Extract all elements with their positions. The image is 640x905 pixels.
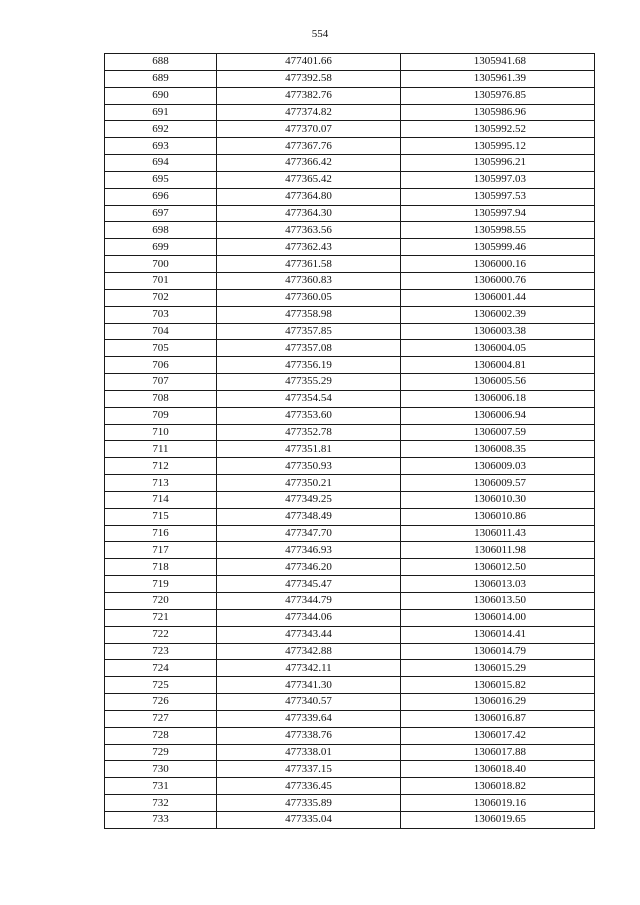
y-coordinate-cell: 1305999.46 [401, 239, 595, 256]
table-row [105, 374, 595, 391]
x-coordinate-cell: 477358.98 [217, 306, 401, 323]
y-coordinate-cell: 1305961.39 [401, 70, 595, 87]
table-row [105, 710, 595, 727]
table-row [105, 188, 595, 205]
y-coordinate-cell: 1306001.44 [401, 289, 595, 306]
y-coordinate-cell: 1306005.56 [401, 374, 595, 391]
x-coordinate-cell: 477364.80 [217, 188, 401, 205]
table-row [105, 727, 595, 744]
x-coordinate-cell: 477356.19 [217, 357, 401, 374]
x-coordinate-cell: 477346.93 [217, 542, 401, 559]
x-coordinate-cell: 477355.29 [217, 374, 401, 391]
table-row [105, 811, 595, 828]
x-coordinate-cell: 477336.45 [217, 778, 401, 795]
x-coordinate-cell: 477347.70 [217, 525, 401, 542]
table-row [105, 576, 595, 593]
x-coordinate-cell: 477353.60 [217, 407, 401, 424]
x-coordinate-cell: 477350.93 [217, 458, 401, 475]
y-coordinate-cell: 1305996.21 [401, 155, 595, 172]
table-row [105, 677, 595, 694]
y-coordinate-cell: 1305997.03 [401, 171, 595, 188]
y-coordinate-cell: 1306019.16 [401, 795, 595, 812]
point-number-cell: 725 [105, 677, 217, 694]
y-coordinate-cell: 1306006.94 [401, 407, 595, 424]
y-coordinate-cell: 1306018.82 [401, 778, 595, 795]
x-coordinate-cell: 477357.85 [217, 323, 401, 340]
table-row [105, 525, 595, 542]
table-row [105, 778, 595, 795]
point-number-cell: 719 [105, 576, 217, 593]
point-number-cell: 691 [105, 104, 217, 121]
point-number-cell: 703 [105, 306, 217, 323]
y-coordinate-cell: 1306010.30 [401, 491, 595, 508]
table-row [105, 222, 595, 239]
point-number-cell: 720 [105, 593, 217, 610]
point-number-cell: 693 [105, 138, 217, 155]
point-number-cell: 717 [105, 542, 217, 559]
x-coordinate-cell: 477341.30 [217, 677, 401, 694]
point-number-cell: 713 [105, 475, 217, 492]
coordinate-table [104, 53, 595, 829]
y-coordinate-cell: 1306017.42 [401, 727, 595, 744]
y-coordinate-cell: 1306008.35 [401, 441, 595, 458]
x-coordinate-cell: 477339.64 [217, 710, 401, 727]
point-number-cell: 694 [105, 155, 217, 172]
x-coordinate-cell: 477392.58 [217, 70, 401, 87]
y-coordinate-cell: 1306019.65 [401, 811, 595, 828]
table-row [105, 70, 595, 87]
x-coordinate-cell: 477350.21 [217, 475, 401, 492]
point-number-cell: 732 [105, 795, 217, 812]
point-number-cell: 689 [105, 70, 217, 87]
x-coordinate-cell: 477351.81 [217, 441, 401, 458]
y-coordinate-cell: 1306016.29 [401, 694, 595, 711]
x-coordinate-cell: 477343.44 [217, 626, 401, 643]
point-number-cell: 708 [105, 390, 217, 407]
y-coordinate-cell: 1306016.87 [401, 710, 595, 727]
y-coordinate-cell: 1306004.81 [401, 357, 595, 374]
table-row [105, 289, 595, 306]
x-coordinate-cell: 477382.76 [217, 87, 401, 104]
table-row [105, 761, 595, 778]
point-number-cell: 730 [105, 761, 217, 778]
x-coordinate-cell: 477337.15 [217, 761, 401, 778]
y-coordinate-cell: 1306013.50 [401, 593, 595, 610]
point-number-cell: 729 [105, 744, 217, 761]
x-coordinate-cell: 477344.79 [217, 593, 401, 610]
table-row [105, 155, 595, 172]
point-number-cell: 707 [105, 374, 217, 391]
y-coordinate-cell: 1306017.88 [401, 744, 595, 761]
x-coordinate-cell: 477345.47 [217, 576, 401, 593]
x-coordinate-cell: 477344.06 [217, 609, 401, 626]
x-coordinate-cell: 477370.07 [217, 121, 401, 138]
x-coordinate-cell: 477342.11 [217, 660, 401, 677]
y-coordinate-cell: 1306006.18 [401, 390, 595, 407]
point-number-cell: 712 [105, 458, 217, 475]
y-coordinate-cell: 1306018.40 [401, 761, 595, 778]
y-coordinate-cell: 1305997.94 [401, 205, 595, 222]
table-row [105, 357, 595, 374]
y-coordinate-cell: 1306015.82 [401, 677, 595, 694]
point-number-cell: 724 [105, 660, 217, 677]
table-row [105, 138, 595, 155]
point-number-cell: 701 [105, 272, 217, 289]
y-coordinate-cell: 1306014.00 [401, 609, 595, 626]
table-row [105, 559, 595, 576]
y-coordinate-cell: 1306007.59 [401, 424, 595, 441]
x-coordinate-cell: 477362.43 [217, 239, 401, 256]
point-number-cell: 721 [105, 609, 217, 626]
table-row [105, 694, 595, 711]
point-number-cell: 709 [105, 407, 217, 424]
table-row [105, 626, 595, 643]
y-coordinate-cell: 1306000.76 [401, 272, 595, 289]
point-number-cell: 697 [105, 205, 217, 222]
y-coordinate-cell: 1305976.85 [401, 87, 595, 104]
point-number-cell: 731 [105, 778, 217, 795]
x-coordinate-cell: 477338.76 [217, 727, 401, 744]
table-row [105, 306, 595, 323]
y-coordinate-cell: 1306000.16 [401, 256, 595, 273]
x-coordinate-cell: 477361.58 [217, 256, 401, 273]
table-row [105, 609, 595, 626]
point-number-cell: 695 [105, 171, 217, 188]
x-coordinate-cell: 477367.76 [217, 138, 401, 155]
x-coordinate-cell: 477364.30 [217, 205, 401, 222]
point-number-cell: 699 [105, 239, 217, 256]
x-coordinate-cell: 477401.66 [217, 54, 401, 71]
table-row [105, 441, 595, 458]
y-coordinate-cell: 1306014.41 [401, 626, 595, 643]
x-coordinate-cell: 477335.04 [217, 811, 401, 828]
point-number-cell: 716 [105, 525, 217, 542]
x-coordinate-cell: 477348.49 [217, 508, 401, 525]
y-coordinate-cell: 1305995.12 [401, 138, 595, 155]
table-row [105, 205, 595, 222]
x-coordinate-cell: 477340.57 [217, 694, 401, 711]
coordinate-table-body [105, 54, 595, 829]
table-row [105, 508, 595, 525]
point-number-cell: 718 [105, 559, 217, 576]
point-number-cell: 706 [105, 357, 217, 374]
x-coordinate-cell: 477335.89 [217, 795, 401, 812]
table-row [105, 104, 595, 121]
x-coordinate-cell: 477365.42 [217, 171, 401, 188]
point-number-cell: 696 [105, 188, 217, 205]
point-number-cell: 723 [105, 643, 217, 660]
y-coordinate-cell: 1306015.29 [401, 660, 595, 677]
y-coordinate-cell: 1306002.39 [401, 306, 595, 323]
x-coordinate-cell: 477349.25 [217, 491, 401, 508]
point-number-cell: 711 [105, 441, 217, 458]
table-row [105, 171, 595, 188]
point-number-cell: 727 [105, 710, 217, 727]
point-number-cell: 726 [105, 694, 217, 711]
point-number-cell: 700 [105, 256, 217, 273]
point-number-cell: 692 [105, 121, 217, 138]
point-number-cell: 688 [105, 54, 217, 71]
table-row [105, 744, 595, 761]
y-coordinate-cell: 1305997.53 [401, 188, 595, 205]
point-number-cell: 705 [105, 340, 217, 357]
table-row [105, 390, 595, 407]
table-row [105, 643, 595, 660]
table-row [105, 340, 595, 357]
point-number-cell: 702 [105, 289, 217, 306]
table-row [105, 87, 595, 104]
table-row [105, 491, 595, 508]
table-row [105, 323, 595, 340]
point-number-cell: 728 [105, 727, 217, 744]
x-coordinate-cell: 477354.54 [217, 390, 401, 407]
y-coordinate-cell: 1305941.68 [401, 54, 595, 71]
table-row [105, 407, 595, 424]
point-number-cell: 733 [105, 811, 217, 828]
point-number-cell: 715 [105, 508, 217, 525]
point-number-cell: 690 [105, 87, 217, 104]
point-number-cell: 722 [105, 626, 217, 643]
table-row [105, 660, 595, 677]
y-coordinate-cell: 1305992.52 [401, 121, 595, 138]
table-row [105, 542, 595, 559]
table-row [105, 121, 595, 138]
table-row [105, 475, 595, 492]
x-coordinate-cell: 477342.88 [217, 643, 401, 660]
y-coordinate-cell: 1306010.86 [401, 508, 595, 525]
y-coordinate-cell: 1306011.43 [401, 525, 595, 542]
x-coordinate-cell: 477357.08 [217, 340, 401, 357]
table-row [105, 54, 595, 71]
point-number-cell: 710 [105, 424, 217, 441]
table-row [105, 424, 595, 441]
y-coordinate-cell: 1306013.03 [401, 576, 595, 593]
table-row [105, 239, 595, 256]
y-coordinate-cell: 1306011.98 [401, 542, 595, 559]
y-coordinate-cell: 1306009.03 [401, 458, 595, 475]
x-coordinate-cell: 477366.42 [217, 155, 401, 172]
table-row [105, 272, 595, 289]
y-coordinate-cell: 1306009.57 [401, 475, 595, 492]
y-coordinate-cell: 1306014.79 [401, 643, 595, 660]
x-coordinate-cell: 477360.83 [217, 272, 401, 289]
point-number-cell: 704 [105, 323, 217, 340]
y-coordinate-cell: 1306003.38 [401, 323, 595, 340]
page-number: 554 [311, 28, 329, 40]
table-row [105, 256, 595, 273]
table-row [105, 593, 595, 610]
x-coordinate-cell: 477352.78 [217, 424, 401, 441]
y-coordinate-cell: 1306012.50 [401, 559, 595, 576]
point-number-cell: 698 [105, 222, 217, 239]
x-coordinate-cell: 477360.05 [217, 289, 401, 306]
x-coordinate-cell: 477363.56 [217, 222, 401, 239]
x-coordinate-cell: 477374.82 [217, 104, 401, 121]
table-row [105, 795, 595, 812]
x-coordinate-cell: 477338.01 [217, 744, 401, 761]
y-coordinate-cell: 1305998.55 [401, 222, 595, 239]
point-number-cell: 714 [105, 491, 217, 508]
y-coordinate-cell: 1306004.05 [401, 340, 595, 357]
x-coordinate-cell: 477346.20 [217, 559, 401, 576]
y-coordinate-cell: 1305986.96 [401, 104, 595, 121]
table-row [105, 458, 595, 475]
